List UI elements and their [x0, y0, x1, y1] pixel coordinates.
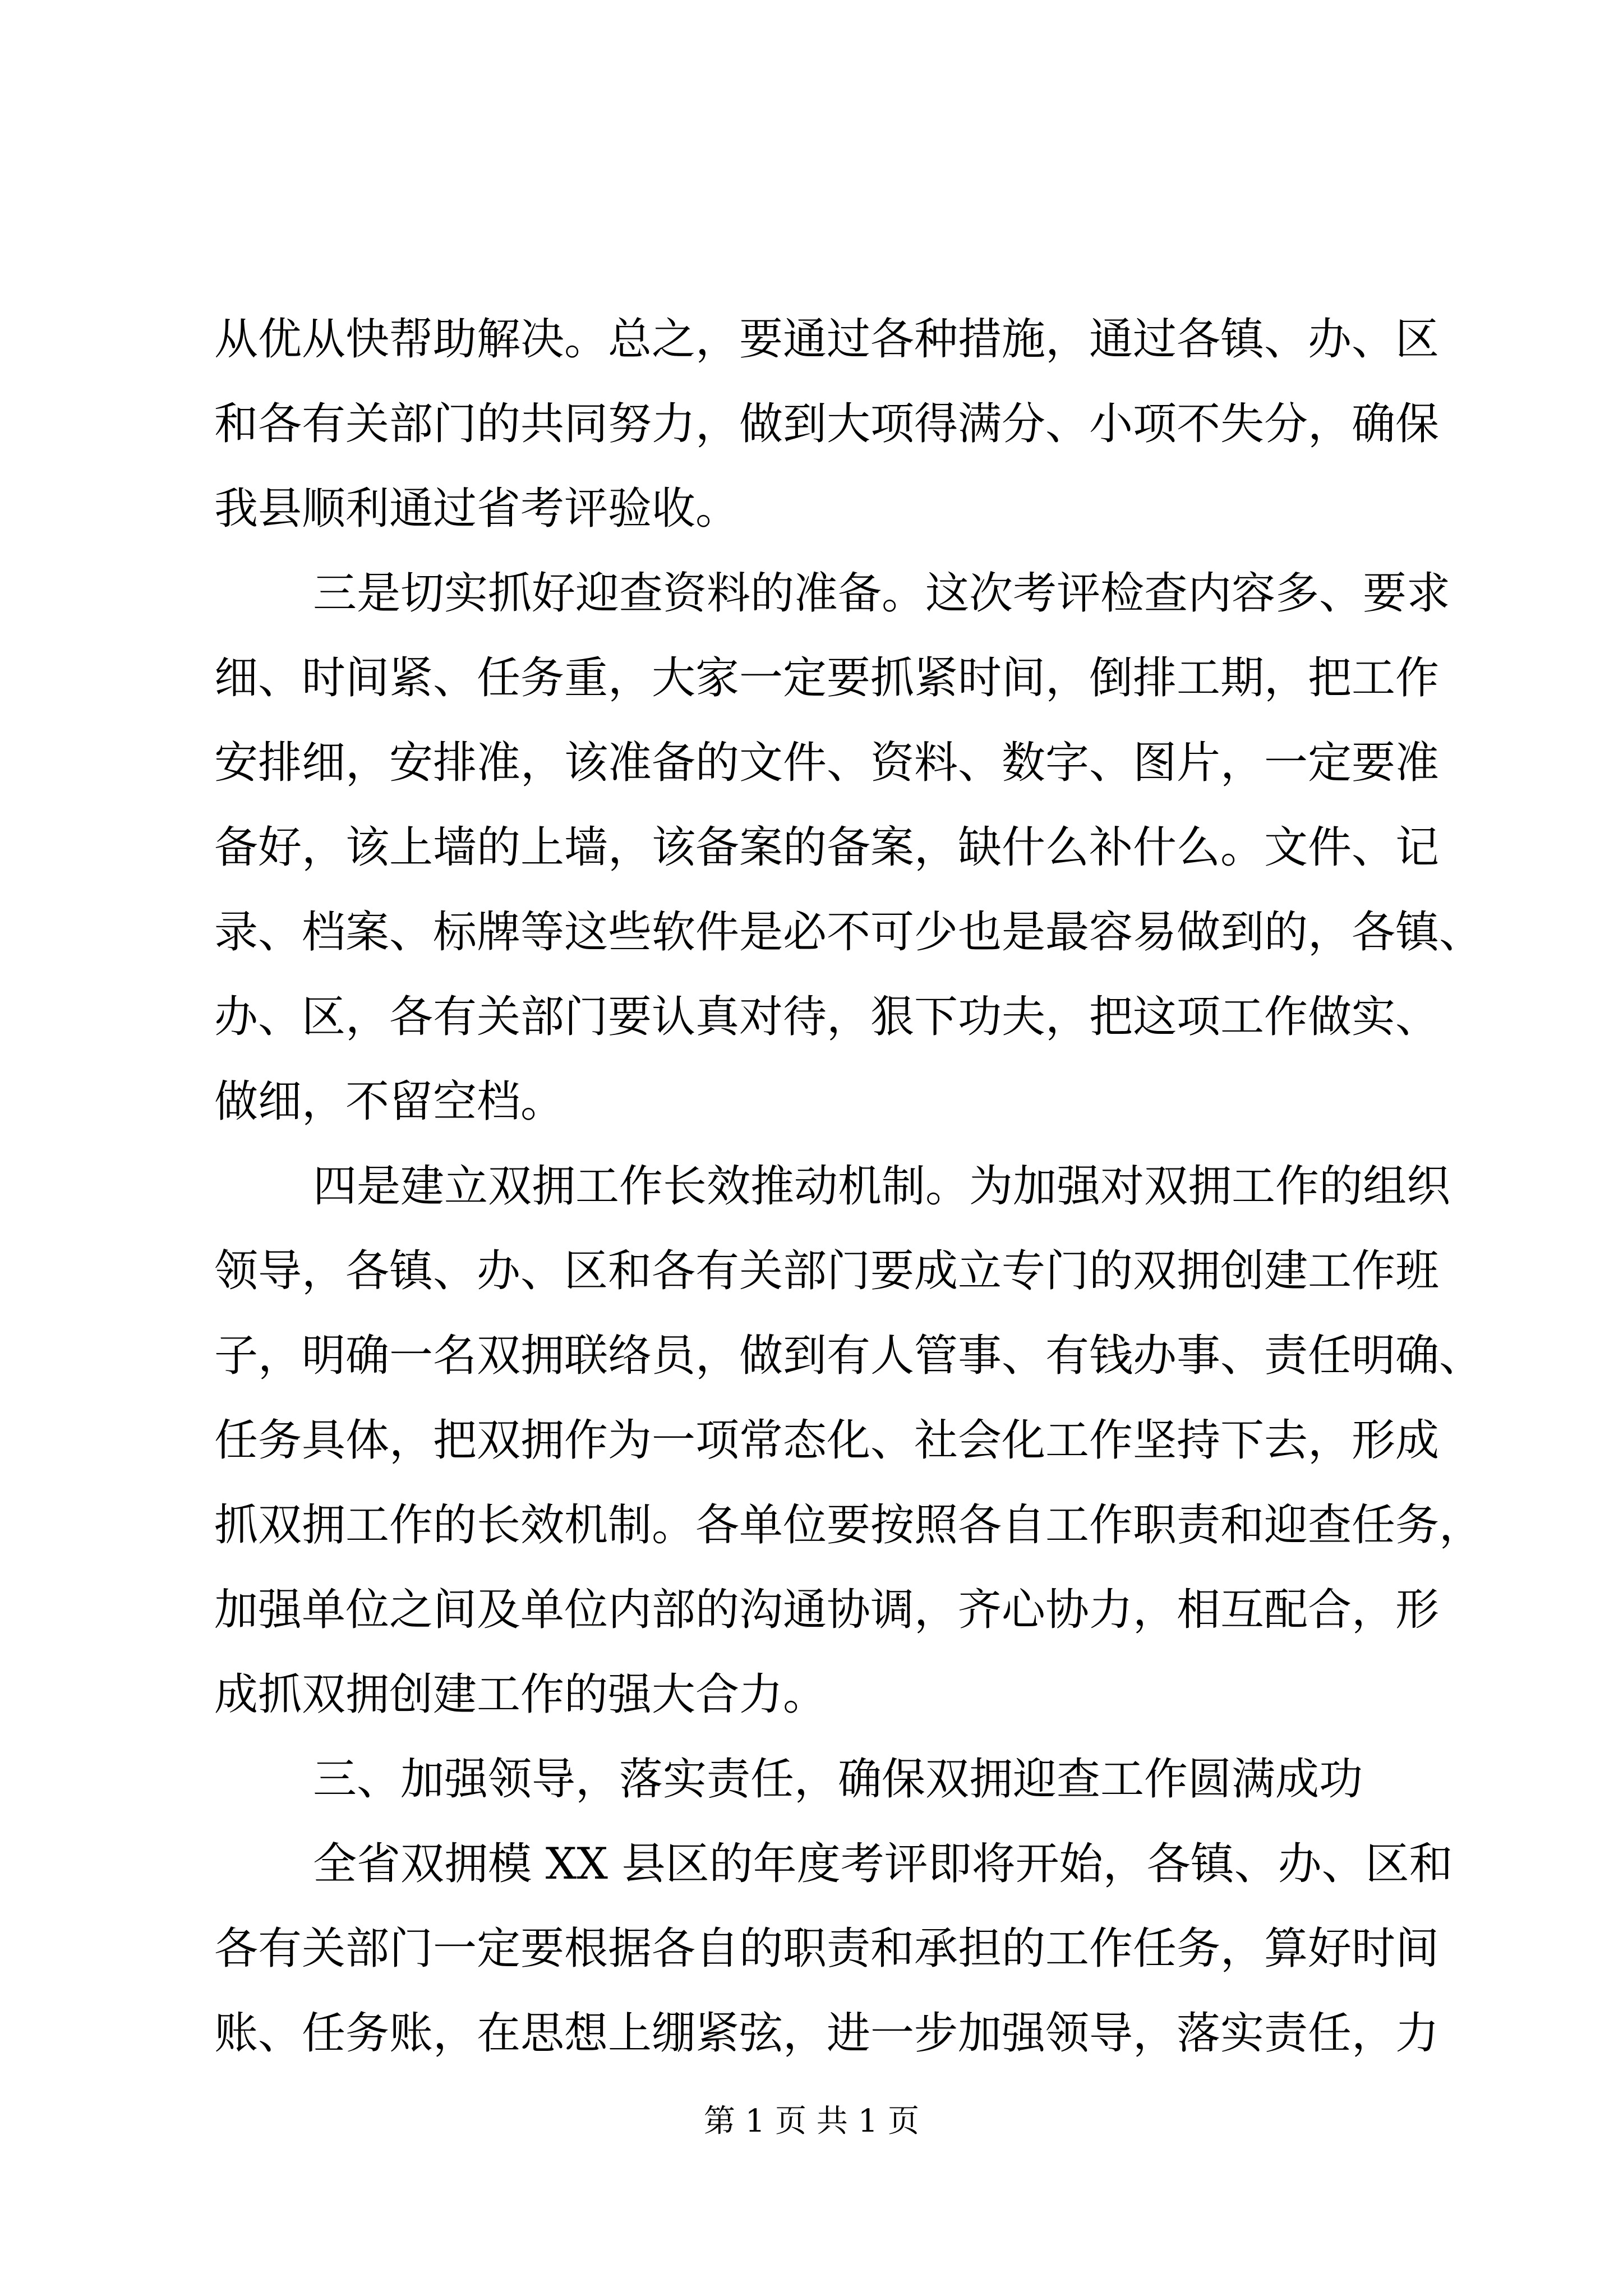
text-line: 办、区，各有关部门要认真对待，狠下功夫，把这项工作做实、 [214, 992, 1440, 1042]
section-heading: 三、加强领导，落实责任，确保双拥迎查工作圆满成功 [313, 1754, 1363, 1805]
text-line: 任务具体，把双拥作为一项常态化、社会化工作坚持下去，形成 [214, 1415, 1440, 1466]
paragraph-first-line: 全省双拥模 XX 县区的年度考评即将开始，各镇、办、区和 [313, 1839, 1453, 1889]
text-line: 子，明确一名双拥联络员，做到有人管事、有钱办事、责任明确、 [214, 1331, 1483, 1381]
text-line: 加强单位之间及单位内部的沟通协调，齐心协力，相互配合，形 [214, 1585, 1440, 1635]
text-line: 和各有关部门的共同努力，做到大项得满分、小项不失分，确保 [214, 399, 1440, 449]
page-footer: 第 1 页 共 1 页 [703, 2103, 920, 2139]
text-line: 录、档案、标牌等这些软件是必不可少也是最容易做到的，各镇、 [214, 907, 1483, 958]
paragraph-first-line: 四是建立双拥工作长效推动机制。为加强对双拥工作的组织 [313, 1161, 1451, 1212]
text-line: 抓双拥工作的长效机制。各单位要按照各自工作职责和迎查任务， [214, 1500, 1483, 1550]
text-line: 领导，各镇、办、区和各有关部门要成立专门的双拥创建工作班 [214, 1246, 1440, 1296]
text-line: 我县顺利通过省考评验收。 [214, 484, 740, 534]
document-body [214, 297, 1483, 2076]
text-line: 做细，不留空档。 [214, 1076, 565, 1127]
paragraph-first-line: 三是切实抓好迎查资料的准备。这次考评检查内容多、要求 [313, 568, 1451, 619]
text-line: 细、时间紧、任务重，大家一定要抓紧时间，倒排工期，把工作 [214, 653, 1440, 703]
text-line: 账、任务账，在思想上绷紧弦，进一步加强领导，落实责任，力 [214, 2008, 1440, 2059]
text-line: 安排细，安排准，该准备的文件、资料、数字、图片，一定要准 [214, 738, 1440, 788]
text-line: 成抓双拥创建工作的强大合力。 [214, 1669, 827, 1720]
text-line: 备好，该上墙的上墙，该备案的备案，缺什么补什么。文件、记 [214, 822, 1440, 873]
text-line: 从优从快帮助解决。总之，要通过各种措施，通过各镇、办、区 [214, 314, 1440, 365]
text-line: 各有关部门一定要根据各自的职责和承担的工作任务，算好时间 [214, 1924, 1440, 1974]
